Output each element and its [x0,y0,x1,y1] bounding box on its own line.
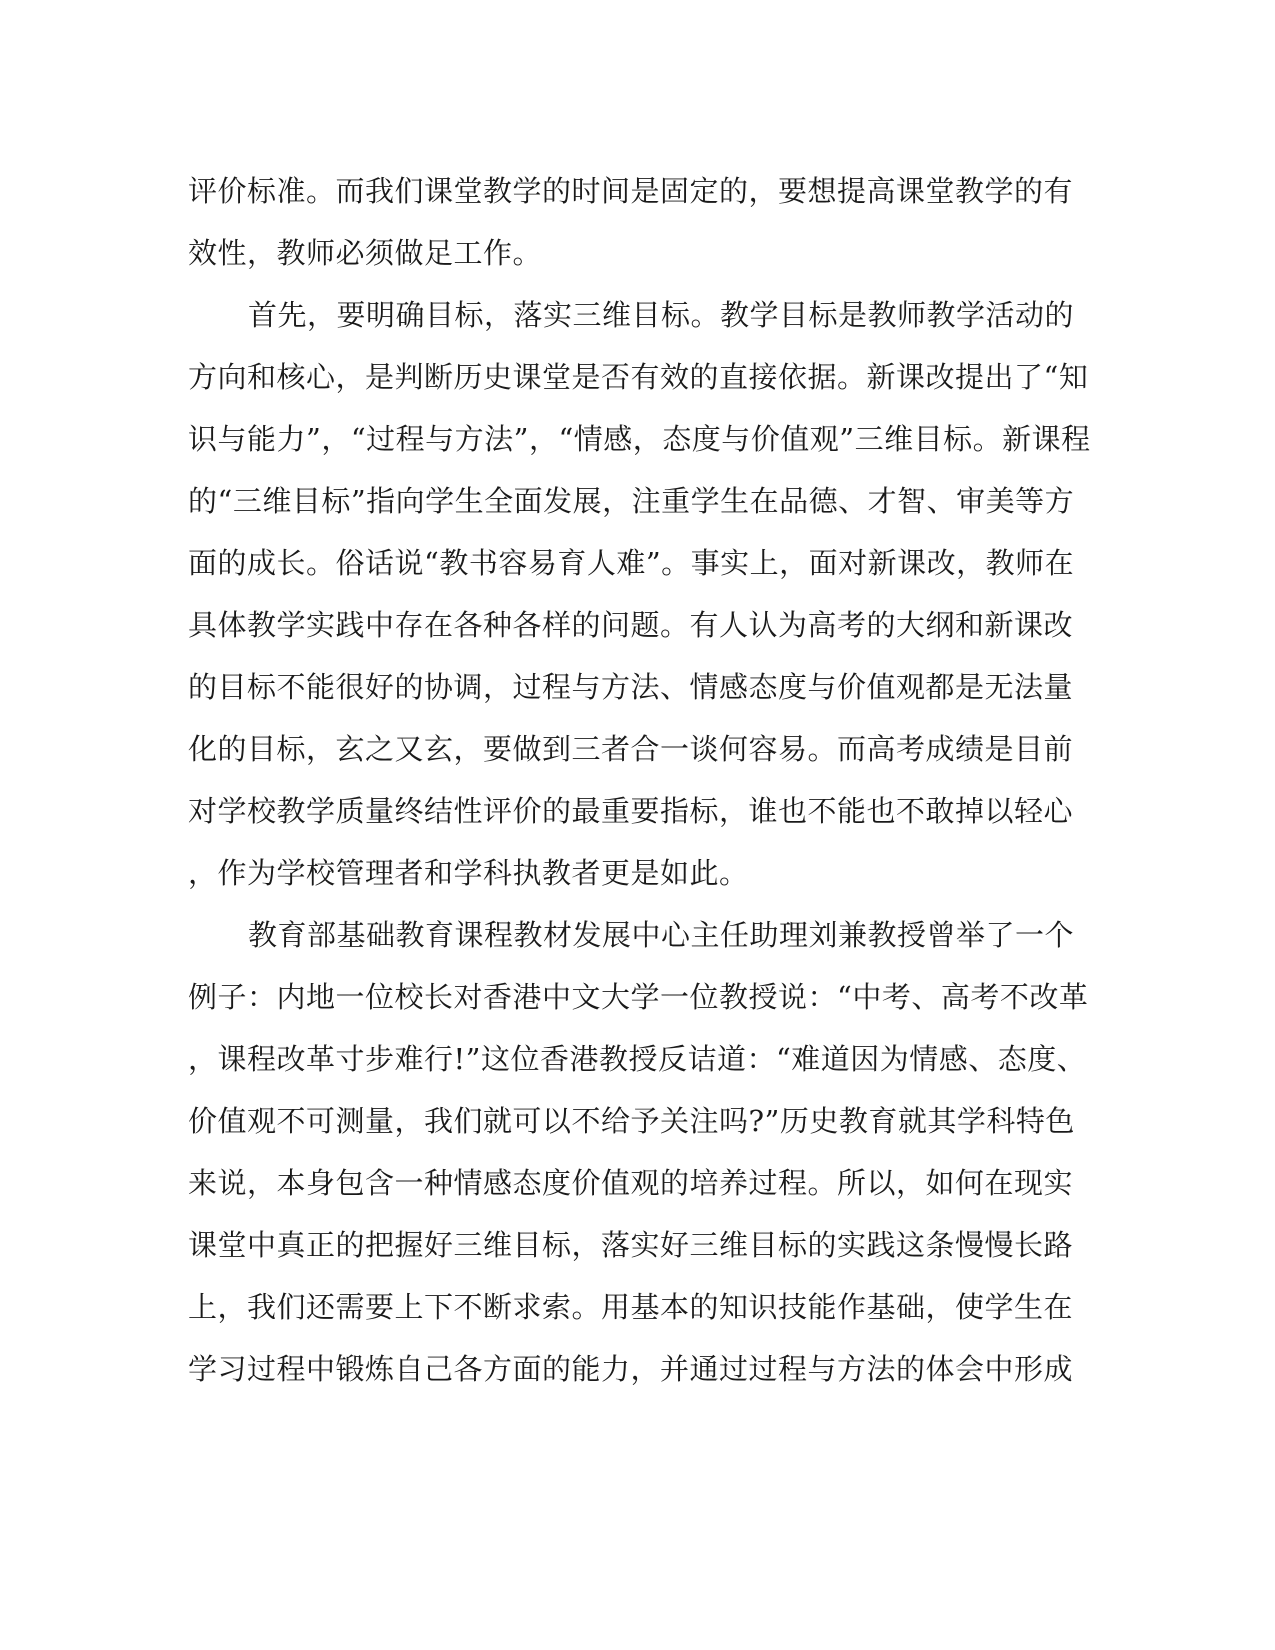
text-line: ，课程改革寸步难行!”这位香港教授反诘道：“难道因为情感、态度、 [188,1042,1087,1076]
text-line: 具体教学实践中存在各种各样的问题。有人认为高考的大纲和新课改 [188,608,1074,642]
text-line: 化的目标，玄之又玄，要做到三者合一谈何容易。而高考成绩是目前 [188,732,1074,766]
text-line: 方向和核心，是判断历史课堂是否有效的直接依据。新课改提出了“知 [188,360,1089,394]
text-line: 的目标不能很好的协调，过程与方法、情感态度与价值观都是无法量 [188,670,1074,704]
text-line: 识与能力”，“过程与方法”，“情感，态度与价值观”三维目标。新课程 [188,422,1091,456]
text-line: 效性，教师必须做足工作。 [188,236,543,270]
text-line: ，作为学校管理者和学科执教者更是如此。 [188,856,749,890]
text-line: 的“三维目标”指向学生全面发展，注重学生在品德、才智、审美等方 [188,484,1075,518]
text-line: 例子：内地一位校长对香港中文大学一位教授说：“中考、高考不改革 [188,980,1089,1014]
text-line: 上，我们还需要上下不断求索。用基本的知识技能作基础，使学生在 [188,1290,1074,1324]
text-line: 面的成长。俗话说“教书容易育人难”。事实上，面对新课改，教师在 [188,546,1075,580]
paragraph-first-line: 教育部基础教育课程教材发展中心主任助理刘兼教授曾举了一个 [248,918,1075,952]
text-line: 价值观不可测量，我们就可以不给予关注吗?”历史教育就其学科特色 [188,1104,1075,1138]
paragraph-first-line: 首先，要明确目标，落实三维目标。教学目标是教师教学活动的 [248,298,1075,332]
text-line: 学习过程中锻炼自己各方面的能力，并通过过程与方法的体会中形成 [188,1352,1074,1386]
text-line: 课堂中真正的把握好三维目标，落实好三维目标的实践这条慢慢长路 [188,1228,1074,1262]
text-line: 对学校教学质量终结性评价的最重要指标，谁也不能也不敢掉以轻心 [188,794,1074,828]
body-text [188,160,1091,1400]
text-line: 评价标准。而我们课堂教学的时间是固定的，要想提高课堂教学的有 [188,174,1074,208]
text-line: 来说，本身包含一种情感态度价值观的培养过程。所以，如何在现实 [188,1166,1074,1200]
